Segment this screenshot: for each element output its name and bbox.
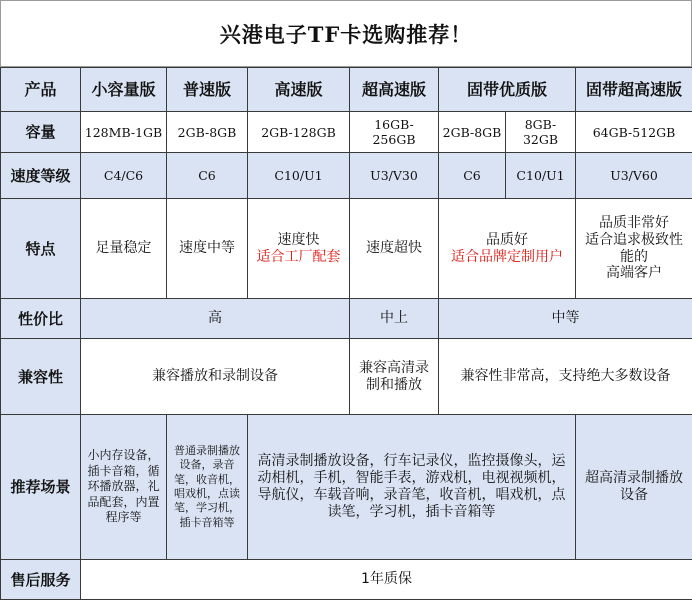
value-row <box>1 299 692 339</box>
capacity-ultra: 16GB-256GB <box>350 112 439 153</box>
speed-top: U3/V60 <box>576 153 692 199</box>
service-row <box>1 560 692 600</box>
col-header-top: 固带超高速版 <box>576 68 692 112</box>
speed-row <box>1 153 692 199</box>
row-label-features: 特点 <box>1 199 81 299</box>
capacity-quality-a: 2GB-8GB <box>439 112 506 153</box>
row-label-scenes: 推荐场景 <box>1 415 81 560</box>
col-header-quality: 固带优质版 <box>439 68 576 112</box>
feature-top-line3: 高端客户 <box>606 265 663 282</box>
compat-hd: 兼容高清录制和播放 <box>350 339 439 415</box>
col-header-small: 小容量版 <box>81 68 167 112</box>
feature-quality-use: 适合品牌定制用户 <box>451 248 563 265</box>
row-label-compat: 兼容性 <box>1 339 81 415</box>
feature-top <box>576 199 692 299</box>
scenes-row <box>1 415 692 560</box>
col-header-high: 高速版 <box>248 68 350 112</box>
feature-top-line2: 适合追求极致性能的 <box>585 231 684 265</box>
speed-small: C4/C6 <box>81 153 167 199</box>
col-header-ultra: 超高速版 <box>350 68 439 112</box>
value-mid: 中等 <box>439 299 692 339</box>
page-title: 兴港电子TF卡选购推荐！ <box>0 0 692 67</box>
capacity-normal: 2GB-8GB <box>167 112 248 153</box>
compat-row <box>1 339 692 415</box>
capacity-top: 64GB-512GB <box>576 112 692 153</box>
row-label-service: 售后服务 <box>1 560 81 600</box>
row-label-capacity: 容量 <box>1 112 81 153</box>
col-header-product: 产品 <box>1 68 81 112</box>
compat-basic: 兼容播放和录制设备 <box>81 339 350 415</box>
speed-high: C10/U1 <box>248 153 350 199</box>
row-label-value: 性价比 <box>1 299 81 339</box>
feature-small: 足量稳定 <box>81 199 167 299</box>
feature-ultra: 速度超快 <box>350 199 439 299</box>
col-header-normal: 普速版 <box>167 68 248 112</box>
feature-quality-desc: 品质好 <box>486 231 528 248</box>
speed-ultra: U3/V30 <box>350 153 439 199</box>
row-label-speed: 速度等级 <box>1 153 81 199</box>
capacity-quality-b: 8GB-32GB <box>506 112 576 153</box>
speed-normal: C6 <box>167 153 248 199</box>
value-high: 高 <box>81 299 350 339</box>
scene-normal: 普通录制播放设备，录音笔，收音机，唱戏机，点读笔，学习机，插卡音箱等 <box>167 415 248 560</box>
scene-hd: 高清录制播放设备，行车记录仪，监控摄像头，运动相机，手机，智能手表，游戏机，电视视频机，导航仪，车载音响，录音笔，收音机，唱戏机，点读笔，学习机，插卡音箱等 <box>248 415 576 560</box>
feature-quality <box>439 199 576 299</box>
compat-wide: 兼容性非常高，支持绝大多数设备 <box>439 339 692 415</box>
scene-top: 超高清录制播放设备 <box>576 415 692 560</box>
feature-high-speed: 速度快 <box>277 231 320 248</box>
value-mid-high: 中上 <box>350 299 439 339</box>
feature-normal: 速度中等 <box>167 199 248 299</box>
feature-high <box>248 199 350 299</box>
capacity-high: 2GB-128GB <box>248 112 350 153</box>
feature-high-use: 适合工厂配套 <box>256 248 341 265</box>
scene-small: 小内存设备，插卡音箱，循环播放器，礼品配套，内置程序等 <box>81 415 167 560</box>
service-warranty: 1年质保 <box>81 560 692 600</box>
comparison-table <box>0 67 692 600</box>
feature-top-line1: 品质非常好 <box>599 214 670 231</box>
speed-quality-b: C10/U1 <box>506 153 576 199</box>
header-row <box>1 68 692 112</box>
features-row <box>1 199 692 299</box>
capacity-row <box>1 112 692 153</box>
speed-quality-a: C6 <box>439 153 506 199</box>
capacity-small: 128MB-1GB <box>81 112 167 153</box>
